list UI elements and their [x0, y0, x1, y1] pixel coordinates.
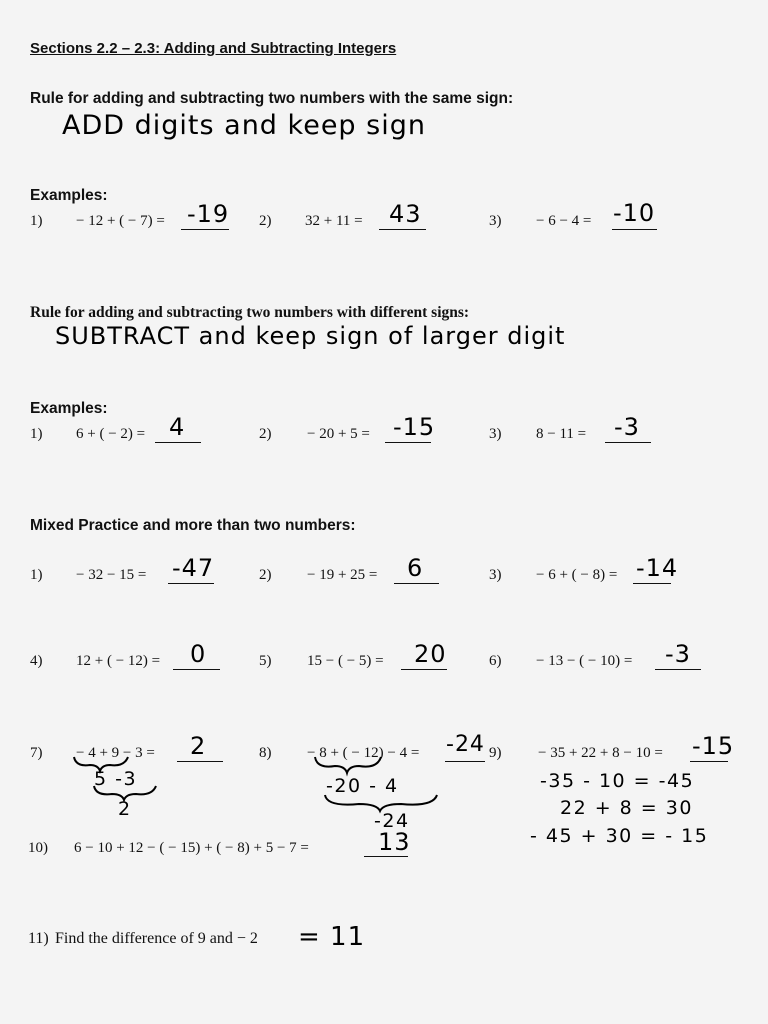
problem-expression: 15 − ( − 5) = — [307, 653, 384, 669]
problem-expression: − 8 + ( − 12) − 4 = — [307, 745, 420, 761]
answer-handwritten: -10 — [613, 199, 656, 227]
answer-handwritten: 20 — [414, 640, 447, 668]
problem-expression: − 6 + ( − 8) = — [536, 567, 618, 583]
problem-number: 3) — [489, 567, 502, 583]
problem-expression: 8 − 11 = — [536, 426, 587, 442]
work-8-step1: -20 - 4 — [326, 775, 399, 797]
problem-expression: − 35 + 22 + 8 − 10 = — [538, 745, 663, 761]
problem-number: 11) — [28, 930, 49, 947]
problem-number: 4) — [30, 653, 43, 669]
answer-handwritten: -19 — [187, 200, 230, 228]
answer-handwritten: -24 — [446, 732, 485, 757]
problem-expression: − 19 + 25 = — [307, 567, 378, 583]
rule-different-sign-label: Rule for adding and subtracting two numbers with different signs: — [30, 304, 470, 321]
rule-same-sign-handwritten: ADD digits and keep sign — [62, 110, 426, 141]
page-title: Sections 2.2 – 2.3: Adding and Subtracting Integers — [30, 40, 397, 57]
answer-handwritten: -3 — [665, 640, 691, 668]
answer-handwritten: 13 — [378, 828, 411, 856]
examples-label: Examples: — [30, 400, 108, 417]
mixed-practice-label: Mixed Practice and more than two numbers: — [30, 517, 356, 534]
problem-expression: − 6 − 4 = — [536, 213, 592, 229]
problem-number: 8) — [259, 745, 272, 761]
problem-expression: − 12 + ( − 7) = — [76, 213, 165, 229]
problem-number: 10) — [28, 840, 48, 856]
problem-number: 3) — [489, 426, 502, 442]
rule-same-sign-label: Rule for adding and subtracting two numbers with the same sign: — [30, 90, 514, 107]
problem-number: 2) — [259, 567, 272, 583]
answer-handwritten: -47 — [172, 554, 215, 582]
work-8-step2: -24 — [374, 810, 410, 832]
problem-expression: − 13 − ( − 10) = — [536, 653, 633, 669]
brace-work-8a — [313, 755, 383, 777]
answer-handwritten: -15 — [393, 413, 436, 441]
problem-expression: 12 + ( − 12) = — [76, 653, 161, 669]
answer-handwritten: 4 — [169, 413, 186, 441]
problem-number: 2) — [259, 213, 272, 229]
answer-handwritten: -14 — [636, 554, 679, 582]
work-7-step1: 5 -3 — [94, 768, 138, 790]
problem-expression: − 20 + 5 = — [307, 426, 370, 442]
answer-handwritten: -15 — [692, 732, 735, 760]
answer-handwritten: -3 — [614, 413, 640, 441]
answer-handwritten: 43 — [389, 200, 422, 228]
problem-expression: 6 + ( − 2) = — [76, 426, 146, 442]
problem-number: 9) — [489, 745, 502, 761]
problem-number: 3) — [489, 213, 502, 229]
problem-number: 7) — [30, 745, 43, 761]
answer-handwritten: = 11 — [298, 922, 366, 952]
problem-number: 6) — [489, 653, 502, 669]
problem-number: 1) — [30, 567, 43, 583]
answer-handwritten: 6 — [407, 554, 424, 582]
rule-different-sign-handwritten: SUBTRACT and keep sign of larger digit — [55, 322, 566, 350]
answer-handwritten: 2 — [190, 732, 207, 760]
work-9-step1: -35 - 10 = -45 — [540, 770, 695, 792]
problem-number: 1) — [30, 426, 43, 442]
work-9-step2: 22 + 8 = 30 — [560, 797, 693, 819]
problem-number: 5) — [259, 653, 272, 669]
problem-expression: − 32 − 15 = — [76, 567, 147, 583]
problem-expression: 32 + 11 = — [305, 213, 363, 229]
problem-expression: Find the difference of 9 and − 2 — [55, 930, 258, 947]
problem-expression: − 4 + 9 − 3 = — [76, 745, 155, 761]
examples-label: Examples: — [30, 187, 108, 204]
work-7-step2: 2 — [118, 798, 132, 820]
problem-number: 1) — [30, 213, 43, 229]
problem-number: 2) — [259, 426, 272, 442]
problem-expression: 6 − 10 + 12 − ( − 15) + ( − 8) + 5 − 7 = — [74, 840, 309, 856]
work-9-step3: - 45 + 30 = - 15 — [530, 825, 709, 847]
answer-handwritten: 0 — [190, 640, 207, 668]
